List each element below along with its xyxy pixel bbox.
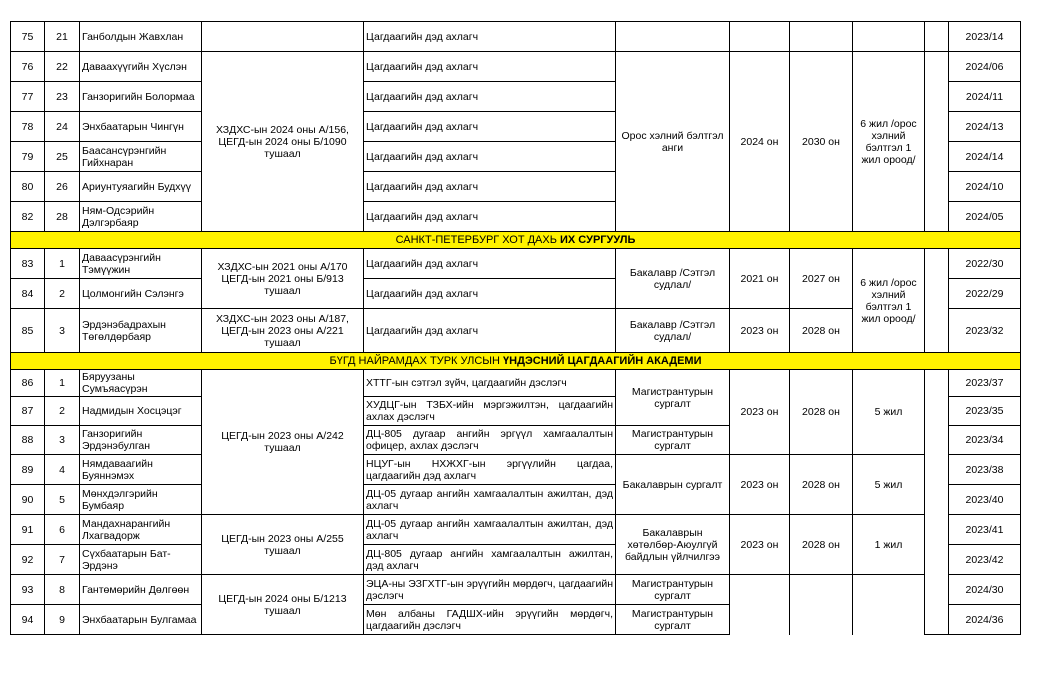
program: Магистрантурын сургалт <box>616 426 730 455</box>
decree: ЦЕГД-ын 2024 оны Б/1213 тушаал <box>202 575 364 635</box>
row-number: 76 <box>11 52 45 82</box>
code: 2023/40 <box>949 485 1021 515</box>
sub-number: 7 <box>45 545 80 575</box>
program: Бакалаврын хөтөлбөр-Аюулгүй байдлын үйлчилгээ <box>616 515 730 575</box>
roster-table-wrapper <box>10 21 1021 635</box>
person-name: Ганзоригийн Эрдэнэбулган <box>80 426 202 455</box>
table-row <box>11 22 1021 52</box>
sub-number: 6 <box>45 515 80 545</box>
position: Цагдаагийн дэд ахлагч <box>364 22 616 52</box>
code: 2024/06 <box>949 52 1021 82</box>
row-number: 88 <box>11 426 45 455</box>
code: 2023/38 <box>949 455 1021 485</box>
end-cell <box>790 22 853 52</box>
row-number: 90 <box>11 485 45 515</box>
section-title <box>11 353 1021 370</box>
end-year: 2030 он <box>790 52 853 232</box>
code: 2022/29 <box>949 279 1021 309</box>
duration: 6 жил /орос хэлний бэлтгэл 1 жил ороод/ <box>853 52 925 232</box>
end-year: 2028 он <box>790 515 853 575</box>
row-number: 85 <box>11 309 45 353</box>
end-year: 2028 он <box>790 309 853 353</box>
row-number: 87 <box>11 397 45 426</box>
code: 2022/30 <box>949 249 1021 279</box>
program: Бакалавр /Сэтгэл судлал/ <box>616 309 730 353</box>
position: ДЦ-05 дугаар ангийн хамгаалалтын ажилтан, дэд ахлагч <box>364 485 616 515</box>
position: ЭЦА-ны ЭЗГХТГ-ын эрүүгийн мөрдөгч, цагдаагийн дэслэгч <box>364 575 616 605</box>
gap-cell <box>925 52 949 232</box>
duration-cell <box>853 22 925 52</box>
person-name: Даваасүрэнгийн Тэмүүжин <box>80 249 202 279</box>
position: Цагдаагийн дэд ахлагч <box>364 202 616 232</box>
person-name: Мандахнарангийн Лхагвадорж <box>80 515 202 545</box>
program: Магистрантурын сургалт <box>616 370 730 426</box>
position: Цагдаагийн дэд ахлагч <box>364 309 616 353</box>
decree: ЦЕГД-ын 2023 оны А/242 тушаал <box>202 370 364 515</box>
section-title-bold: ҮНДЭСНИЙ ЦАГДААГИЙН АКАДЕМИ <box>503 355 702 367</box>
sub-number: 26 <box>45 172 80 202</box>
position: Мөн албаны ГАДШХ-ийн эрүүгийн мөрдөгч, цагдаагийн дэслэгч <box>364 605 616 635</box>
person-name: Сүхбаатарын Бат-Эрдэнэ <box>80 545 202 575</box>
sub-number: 1 <box>45 249 80 279</box>
code: 2023/32 <box>949 309 1021 353</box>
position: Цагдаагийн дэд ахлагч <box>364 52 616 82</box>
person-name: Энхбаатарын Булгамаа <box>80 605 202 635</box>
sub-number: 4 <box>45 455 80 485</box>
start-year: 2023 он <box>730 455 790 515</box>
code: 2024/10 <box>949 172 1021 202</box>
table-row <box>11 575 1021 605</box>
person-name: Ганболдын Жавхлан <box>80 22 202 52</box>
sub-number: 5 <box>45 485 80 515</box>
duration: 5 жил <box>853 455 925 515</box>
program: Магистрантурын сургалт <box>616 605 730 635</box>
start-year: 2021 он <box>730 249 790 309</box>
table-row <box>11 249 1021 279</box>
position: Цагдаагийн дэд ахлагч <box>364 249 616 279</box>
sub-number: 9 <box>45 605 80 635</box>
duration: 6 жил /орос хэлний бэлтгэл 1 жил ороод/ <box>853 249 925 353</box>
row-number: 89 <box>11 455 45 485</box>
row-number: 79 <box>11 142 45 172</box>
decree-cell <box>202 22 364 52</box>
row-number: 86 <box>11 370 45 397</box>
row-number: 94 <box>11 605 45 635</box>
row-number: 82 <box>11 202 45 232</box>
section-header <box>11 353 1021 370</box>
sub-number: 22 <box>45 52 80 82</box>
position: ДЦ-805 дугаар ангийн хамгаалалтын ажилтан, дэд ахлагч <box>364 545 616 575</box>
sub-number: 28 <box>45 202 80 232</box>
start-cell <box>730 22 790 52</box>
position: ДЦ-05 дугаар ангийн хамгаалалтын ажилтан, дэд ахлагч <box>364 515 616 545</box>
end-year: 2027 он <box>790 249 853 309</box>
end-year: 2028 он <box>790 455 853 515</box>
sub-number: 3 <box>45 309 80 353</box>
program: Магистрантурын сургалт <box>616 575 730 605</box>
decree: ХЗДХС-ын 2021 оны А/170 ЦЕГД-ын 2021 оны Б/913 тушаал <box>202 249 364 309</box>
position: Цагдаагийн дэд ахлагч <box>364 279 616 309</box>
decree: ЦЕГД-ын 2023 оны А/255 тушаал <box>202 515 364 575</box>
section-title-text: САНКТ-ПЕТЕРБУРГ ХОТ ДАХЬ <box>395 234 560 246</box>
person-name: Баасансүрэнгийн Гийхнаран <box>80 142 202 172</box>
table-row <box>11 370 1021 397</box>
sub-number: 23 <box>45 82 80 112</box>
code: 2024/30 <box>949 575 1021 605</box>
sub-number: 25 <box>45 142 80 172</box>
decree: ХЗДХС-ын 2023 оны А/187, ЦЕГД-ын 2023 оны А/221 тушаал <box>202 309 364 353</box>
code: 2024/05 <box>949 202 1021 232</box>
program-cell <box>616 22 730 52</box>
code: 2023/37 <box>949 370 1021 397</box>
code: 2023/35 <box>949 397 1021 426</box>
sub-number: 21 <box>45 22 80 52</box>
position: НЦУГ-ын НХЖХГ-ын эргүүлийн цагдаа, цагдаагийн дэд ахлагч <box>364 455 616 485</box>
code: 2023/42 <box>949 545 1021 575</box>
start-year: 2024 он <box>730 52 790 232</box>
position: Цагдаагийн дэд ахлагч <box>364 172 616 202</box>
section-header <box>11 232 1021 249</box>
person-name: Надмидын Хосцэцэг <box>80 397 202 426</box>
position: ХТТГ-ын сэтгэл зүйч, цагдаагийн дэслэгч <box>364 370 616 397</box>
decree: ХЗДХС-ын 2024 оны А/156, ЦЕГД-ын 2024 оны Б/1090 тушаал <box>202 52 364 232</box>
sub-number: 1 <box>45 370 80 397</box>
duration: 1 жил <box>853 515 925 575</box>
table-row <box>11 455 1021 485</box>
code: 2024/36 <box>949 605 1021 635</box>
gap-cell <box>925 22 949 52</box>
code: 2023/34 <box>949 426 1021 455</box>
sub-number: 2 <box>45 397 80 426</box>
code: 2023/14 <box>949 22 1021 52</box>
table-row <box>11 52 1021 82</box>
program: Орос хэлний бэлтгэл анги <box>616 52 730 232</box>
roster-table <box>10 21 1021 635</box>
row-number: 80 <box>11 172 45 202</box>
table-row <box>11 515 1021 545</box>
position: Цагдаагийн дэд ахлагч <box>364 112 616 142</box>
person-name: Ганзоригийн Болормаа <box>80 82 202 112</box>
sub-number: 3 <box>45 426 80 455</box>
person-name: Гантөмөрийн Дөлгөөн <box>80 575 202 605</box>
end-year: 2028 он <box>790 370 853 455</box>
duration: 5 жил <box>853 370 925 455</box>
person-name: Бяруузаны Сумъяасүрэн <box>80 370 202 397</box>
position: ХУДЦГ-ын ТЗБХ-ийн мэргэжилтэн, цагдаагийн ахлах дэслэгч <box>364 397 616 426</box>
position: Цагдаагийн дэд ахлагч <box>364 82 616 112</box>
section-title-text: БҮГД НАЙРАМДАХ ТУРК УЛСЫН <box>329 355 504 367</box>
program: Бакалавр /Сэтгэл судлал/ <box>616 249 730 309</box>
start-cell <box>730 575 790 635</box>
person-name: Эрдэнэбадрахын Төгөлдөрбаяр <box>80 309 202 353</box>
program: Бакалаврын сургалт <box>616 455 730 515</box>
code: 2024/11 <box>949 82 1021 112</box>
person-name: Мөнхдэлгэрийн Бумбаяр <box>80 485 202 515</box>
position: Цагдаагийн дэд ахлагч <box>364 142 616 172</box>
row-number: 93 <box>11 575 45 605</box>
code: 2024/14 <box>949 142 1021 172</box>
row-number: 83 <box>11 249 45 279</box>
gap-cell <box>925 249 949 353</box>
person-name: Цолмонгийн Сэлэнгэ <box>80 279 202 309</box>
duration-cell <box>853 575 925 635</box>
person-name: Ням-Одсэрийн Дэлгэрбаяр <box>80 202 202 232</box>
sub-number: 24 <box>45 112 80 142</box>
code: 2023/41 <box>949 515 1021 545</box>
start-year: 2023 он <box>730 309 790 353</box>
start-year: 2023 он <box>730 370 790 455</box>
row-number: 75 <box>11 22 45 52</box>
person-name: Энхбаатарын Чингүн <box>80 112 202 142</box>
row-number: 77 <box>11 82 45 112</box>
section-title <box>11 232 1021 249</box>
sub-number: 8 <box>45 575 80 605</box>
row-number: 84 <box>11 279 45 309</box>
end-cell <box>790 575 853 635</box>
start-year: 2023 он <box>730 515 790 575</box>
row-number: 92 <box>11 545 45 575</box>
person-name: Ариунтуяагийн Будхүү <box>80 172 202 202</box>
section-title-bold: ИХ СУРГУУЛЬ <box>560 234 636 246</box>
code: 2024/13 <box>949 112 1021 142</box>
gap-cell <box>925 370 949 635</box>
person-name: Нямдаваагийн Буяннэмэх <box>80 455 202 485</box>
sub-number: 2 <box>45 279 80 309</box>
person-name: Даваахүүгийн Хүслэн <box>80 52 202 82</box>
row-number: 78 <box>11 112 45 142</box>
row-number: 91 <box>11 515 45 545</box>
position: ДЦ-805 дугаар ангийн эргүүл хамгаалалтын офицер, ахлах дэслэгч <box>364 426 616 455</box>
